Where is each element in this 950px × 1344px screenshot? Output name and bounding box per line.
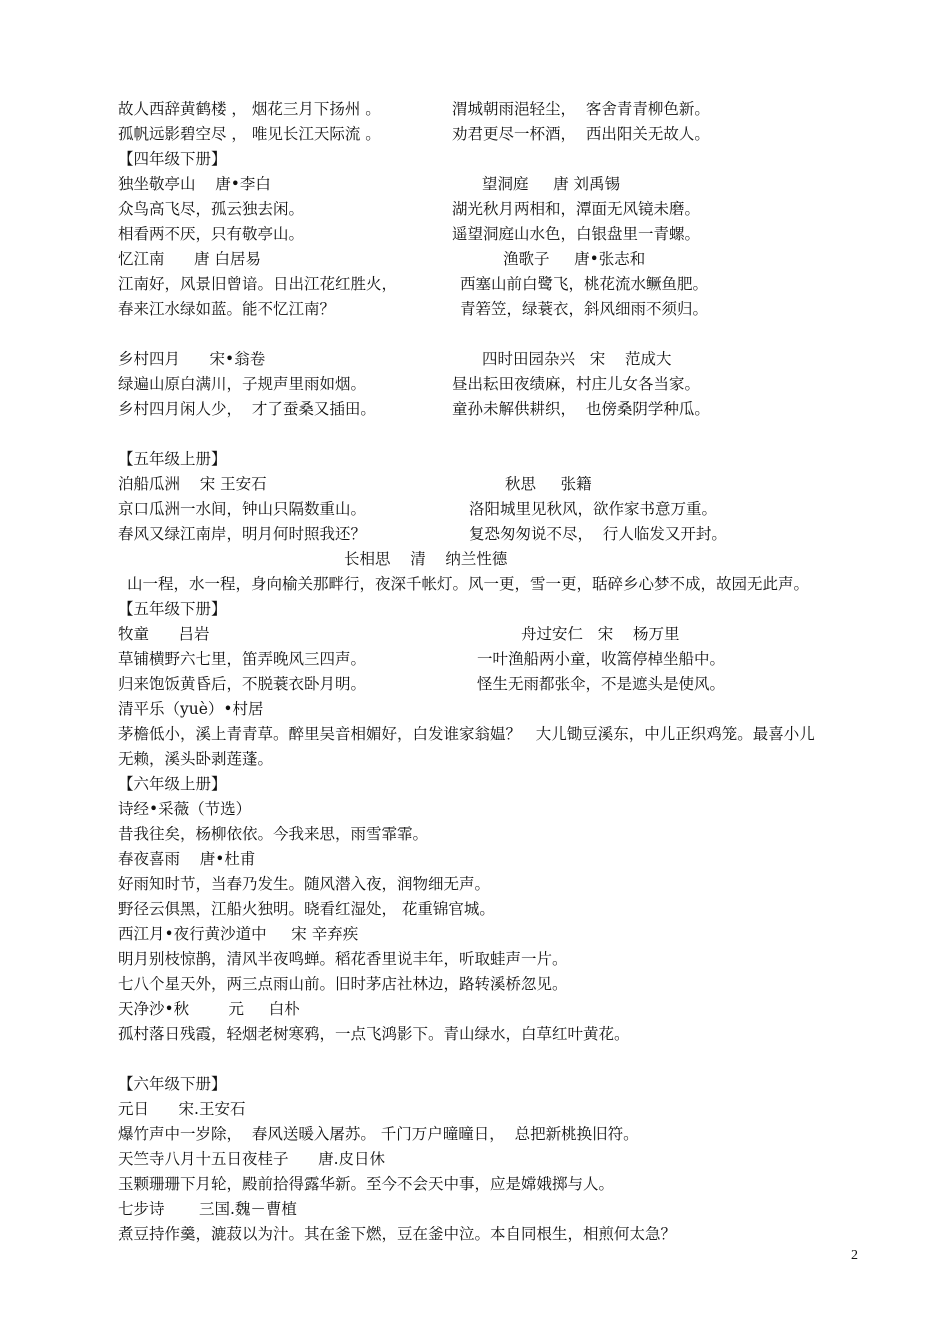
poem-title: 望洞庭 唐 刘禹锡 bbox=[482, 175, 621, 193]
poem-title: 西江月•夜行黄沙道中 宋 辛弃疾 bbox=[118, 925, 359, 943]
section-heading: 【六年级上册】 bbox=[118, 775, 227, 793]
poem-line: 玉颗珊珊下月轮，殿前拾得露华新。至今不会天中事，应是嫦娥掷与人。 bbox=[118, 1175, 615, 1193]
poem-line: 茅檐低小，溪上青青草。醉里吴音相媚好，白发谁家翁媪？ 大儿锄豆溪东，中儿正织鸡笼。最喜小儿 bbox=[118, 725, 815, 743]
poem-title: 牧童 吕岩 bbox=[118, 625, 210, 643]
poem-title: 清平乐（yuè）•村居 bbox=[118, 700, 264, 718]
poem-title: 七步诗 三国.魏－曹植 bbox=[118, 1200, 297, 1218]
poem-line: 绿遍山原白满川，子规声里雨如烟。 bbox=[118, 375, 367, 393]
poem-title: 四时田园杂兴 宋 范成大 bbox=[482, 350, 672, 368]
poem-line: 七八个星天外，两三点雨山前。旧时茅店社林边，路转溪桥忽见。 bbox=[118, 975, 568, 993]
poem-title: 天竺寺八月十五日夜桂子 唐.皮日休 bbox=[118, 1150, 385, 1168]
poem-line: 春来江水绿如蓝。能不忆江南？ bbox=[118, 300, 336, 318]
poem-line: 孤帆远影碧空尽 ， 唯见长江天际流 。 bbox=[118, 125, 381, 143]
section-heading: 【五年级下册】 bbox=[118, 600, 227, 618]
poem-line: 渭城朝雨浥轻尘， 客舍青青柳色新。 bbox=[452, 100, 710, 118]
poem-title: 渔歌子 唐•张志和 bbox=[503, 250, 646, 268]
poem-line: 众鸟高飞尽，孤云独去闲。 bbox=[118, 200, 305, 218]
poem-line: 爆竹声中一岁除， 春风送暖入屠苏。 千门万户曈曈日， 总把新桃换旧符。 bbox=[118, 1125, 639, 1143]
poem-line: 江南好，风景旧曾谙。日出江花红胜火， bbox=[118, 275, 398, 293]
poem-title: 秋思 张籍 bbox=[505, 475, 592, 493]
poem-line: 湖光秋月两相和，潭面无风镜未磨。 bbox=[452, 200, 701, 218]
poem-line: 无赖，溪头卧剥莲蓬。 bbox=[118, 750, 274, 768]
poem-line: 归来饱饭黄昏后，不脱蓑衣卧月明。 bbox=[118, 675, 367, 693]
poem-title: 独坐敬亭山 唐•李白 bbox=[118, 175, 271, 193]
poem-title: 乡村四月 宋•翁卷 bbox=[118, 350, 266, 368]
poem-title: 长相思 清 纳兰性德 bbox=[344, 550, 508, 568]
poem-line: 青箬笠，绿蓑衣，斜风细雨不须归。 bbox=[460, 300, 709, 318]
section-heading: 【六年级下册】 bbox=[118, 1075, 227, 1093]
poem-line: 一叶渔船两小童，收篙停棹坐船中。 bbox=[477, 650, 726, 668]
poem-line: 好雨知时节，当春乃发生。随风潜入夜，润物细无声。 bbox=[118, 875, 491, 893]
poem-line: 昼出耘田夜绩麻，村庄儿女各当家。 bbox=[452, 375, 701, 393]
poem-line: 劝君更尽一杯酒， 西出阳关无故人。 bbox=[452, 125, 710, 143]
poem-title: 舟过安仁 宋 杨万里 bbox=[521, 625, 680, 643]
section-heading: 【四年级下册】 bbox=[118, 150, 227, 168]
poem-title: 泊船瓜洲 宋 王安石 bbox=[118, 475, 267, 493]
poem-line: 草铺横野六七里，笛弄晚风三四声。 bbox=[118, 650, 367, 668]
poem-line: 明月别枝惊鹊，清风半夜鸣蝉。稻花香里说丰年，听取蛙声一片。 bbox=[118, 950, 568, 968]
poem-title: 元日 宋.王安石 bbox=[118, 1100, 246, 1118]
poem-line: 春风又绿江南岸，明月何时照我还？ bbox=[118, 525, 367, 543]
poem-line: 山一程，水一程，身向榆关那畔行，夜深千帐灯。风一更，雪一更，聒碎乡心梦不成，故园无此声。 bbox=[127, 575, 810, 593]
poem-line: 怪生无雨都张伞，不是遮头是使风。 bbox=[477, 675, 726, 693]
poem-line: 相看两不厌，只有敬亭山。 bbox=[118, 225, 305, 243]
poem-line: 童孙未解供耕织， 也傍桑阴学种瓜。 bbox=[452, 400, 710, 418]
poem-title: 诗经•采薇（节选） bbox=[118, 800, 252, 818]
poem-title: 忆江南 唐 白居易 bbox=[118, 250, 261, 268]
poem-line: 野径云俱黑，江船火独明。晓看红湿处， 花重锦官城。 bbox=[118, 900, 495, 918]
poem-title: 春夜喜雨 唐•杜甫 bbox=[118, 850, 256, 868]
poem-line: 西塞山前白鹭飞，桃花流水鳜鱼肥。 bbox=[460, 275, 709, 293]
poem-line: 昔我往矣，杨柳依依。今我来思，雨雪霏霏。 bbox=[118, 825, 429, 843]
poem-line: 故人西辞黄鹤楼 ， 烟花三月下扬州 。 bbox=[118, 100, 381, 118]
poem-line: 复恐匆匆说不尽， 行人临发又开封。 bbox=[469, 525, 727, 543]
poem-title: 天净沙•秋 元 白朴 bbox=[118, 1000, 300, 1018]
poem-line: 京口瓜洲一水间，钟山只隔数重山。 bbox=[118, 500, 367, 518]
page-number: 2 bbox=[851, 1248, 858, 1263]
poem-line: 煮豆持作羹，漉菽以为汁。其在釜下燃，豆在釜中泣。本自同根生，相煎何太急？ bbox=[118, 1225, 677, 1243]
poem-line: 孤村落日残霞，轻烟老树寒鸦，一点飞鸿影下。青山绿水，白草红叶黄花。 bbox=[118, 1025, 630, 1043]
section-heading: 【五年级上册】 bbox=[118, 450, 227, 468]
poem-line: 洛阳城里见秋风，欲作家书意万重。 bbox=[469, 500, 718, 518]
poem-line: 乡村四月闲人少， 才了蚕桑又插田。 bbox=[118, 400, 376, 418]
poem-line: 遥望洞庭山水色，白银盘里一青螺。 bbox=[452, 225, 701, 243]
